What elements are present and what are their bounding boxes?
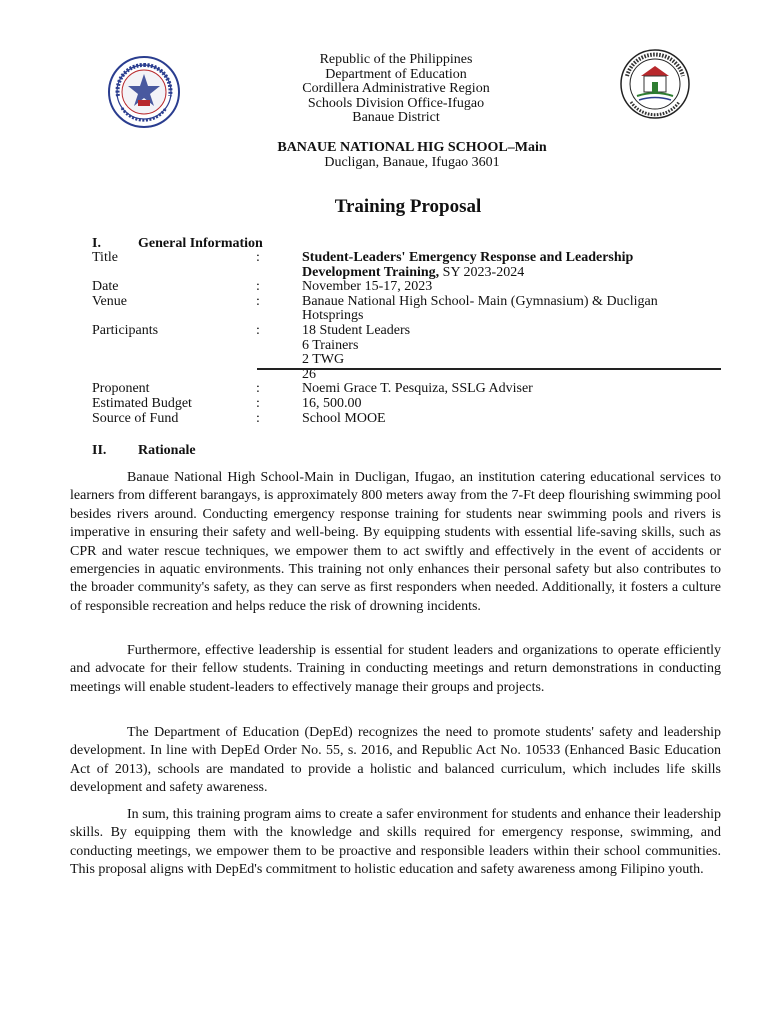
school-address: Ducligan, Banaue, Ifugao 3601	[324, 155, 500, 170]
venue-value-line1: Banaue National High School- Main (Gymnasium) & Ducligan	[302, 293, 658, 309]
info-colon: :	[256, 293, 260, 309]
section-heading: Rationale	[138, 443, 196, 458]
paragraph-text: Banaue National High School-Main in Ducligan, Ifugao, an institution catering educational services to learners from different barangays, is approximately 800 meters away from the 7-Ft deep flourishing swimming pool besides rivers around. Conducting emergency response training for students near swimming pools and rivers is imperative in ensuring their safety and well-being. By equipping students with essential life-saving skills, such as CPR and water rescue techniques, we empower them to act swiftly and effectively in the event of accidents or emergencies in aquatic environments. This training not only enhances their personal safety but also contributes to the broader community's safety, as they can serve as first responders when needed. Additionally, it fosters a culture of responsible recreation and helps reduce the risk of drowning incidents.	[70, 470, 721, 614]
participant-item: 6 Trainers	[302, 337, 359, 353]
info-row-proponent	[92, 382, 722, 397]
budget-value: 16, 500.00	[302, 395, 362, 411]
page-title: Training Proposal	[334, 196, 482, 217]
info-row-title	[92, 251, 722, 280]
participants-total: 26	[302, 366, 316, 382]
agency-line-district: Banaue District	[352, 110, 440, 126]
info-row-fund	[92, 412, 722, 427]
info-label: Date	[92, 279, 119, 295]
info-label: Title	[92, 250, 118, 265]
section-heading: General Information	[138, 236, 263, 251]
agency-line-region: Cordillera Administrative Region	[302, 81, 490, 97]
info-colon: :	[256, 410, 260, 426]
school-header	[28, 140, 768, 170]
info-label: Participants	[92, 322, 159, 338]
agency-header	[0, 53, 768, 126]
info-colon: :	[256, 322, 260, 338]
participant-item: 18 Student Leaders	[302, 322, 411, 338]
section-number: I.	[92, 236, 101, 251]
paragraph-text: The Department of Education (DepEd) recognizes the need to promote students' safety and leadership development. In line with DepEd Order No. 55, s. 2016, and Republic Act No. 10533 (Enhanced Basic Education Act of 2013), schools are mandated to provide a holistic and balanced curriculum, which includes life skills development and safety awareness.	[70, 725, 721, 796]
rationale-paragraph-1	[70, 469, 721, 616]
info-colon: :	[256, 250, 260, 265]
info-label: Estimated Budget	[92, 395, 192, 411]
venue-value-line2: Hotsprings	[302, 308, 364, 324]
info-colon: :	[256, 381, 260, 397]
agency-line-department: Department of Education	[325, 66, 467, 82]
title-value-sy: SY 2023-2024	[439, 264, 525, 280]
info-label: Venue	[92, 293, 127, 309]
section-rationale-heading	[92, 443, 196, 459]
participant-item: 2 TWG	[302, 352, 345, 368]
info-row-date	[92, 280, 722, 295]
proponent-value: Noemi Grace T. Pesquiza, SSLG Adviser	[302, 381, 533, 397]
info-row-budget	[92, 397, 722, 412]
info-label: Source of Fund	[92, 410, 179, 426]
paragraph-text: In sum, this training program aims to create a safer environment for students and enhance their leadership skills. By equipping them with the knowledge and skills required for emergency response, swimming, and conducting meetings, we empower them to be proactive and responsible leaders within their school communities. This proposal aligns with DepEd's commitment to holistic education and safety awareness among Filipino youth.	[70, 807, 721, 878]
general-info-table	[92, 251, 722, 426]
rationale-paragraph-4	[70, 806, 721, 880]
agency-line-republic: Republic of the Philippines	[319, 52, 473, 67]
title-value-line2: Development Training,	[302, 264, 440, 280]
agency-line-division: Schools Division Office-Ifugao	[307, 95, 485, 111]
info-row-venue	[92, 295, 722, 324]
paragraph-text: Furthermore, effective leadership is essential for student leaders and organizations to operate efficiently and advocate for their fellow students. Training in conducting meetings and return demonstrations in conducting meetings will enable student-leaders to effectively manage their groups and projects.	[70, 643, 721, 695]
title-value-line1: Student-Leaders' Emergency Response and Leadership	[302, 250, 634, 265]
participants-total-rule	[257, 368, 721, 370]
info-label: Proponent	[92, 381, 150, 397]
info-colon: :	[256, 395, 260, 411]
fund-value: School MOOE	[302, 410, 386, 426]
rationale-paragraph-3	[70, 724, 721, 798]
info-colon: :	[256, 279, 260, 295]
section-number: II.	[92, 443, 107, 458]
date-value: November 15-17, 2023	[302, 279, 433, 295]
info-row-participants	[92, 324, 722, 382]
rationale-paragraph-2	[70, 642, 721, 697]
school-name: BANAUE NATIONAL HIG SCHOOL–Main	[277, 140, 547, 155]
